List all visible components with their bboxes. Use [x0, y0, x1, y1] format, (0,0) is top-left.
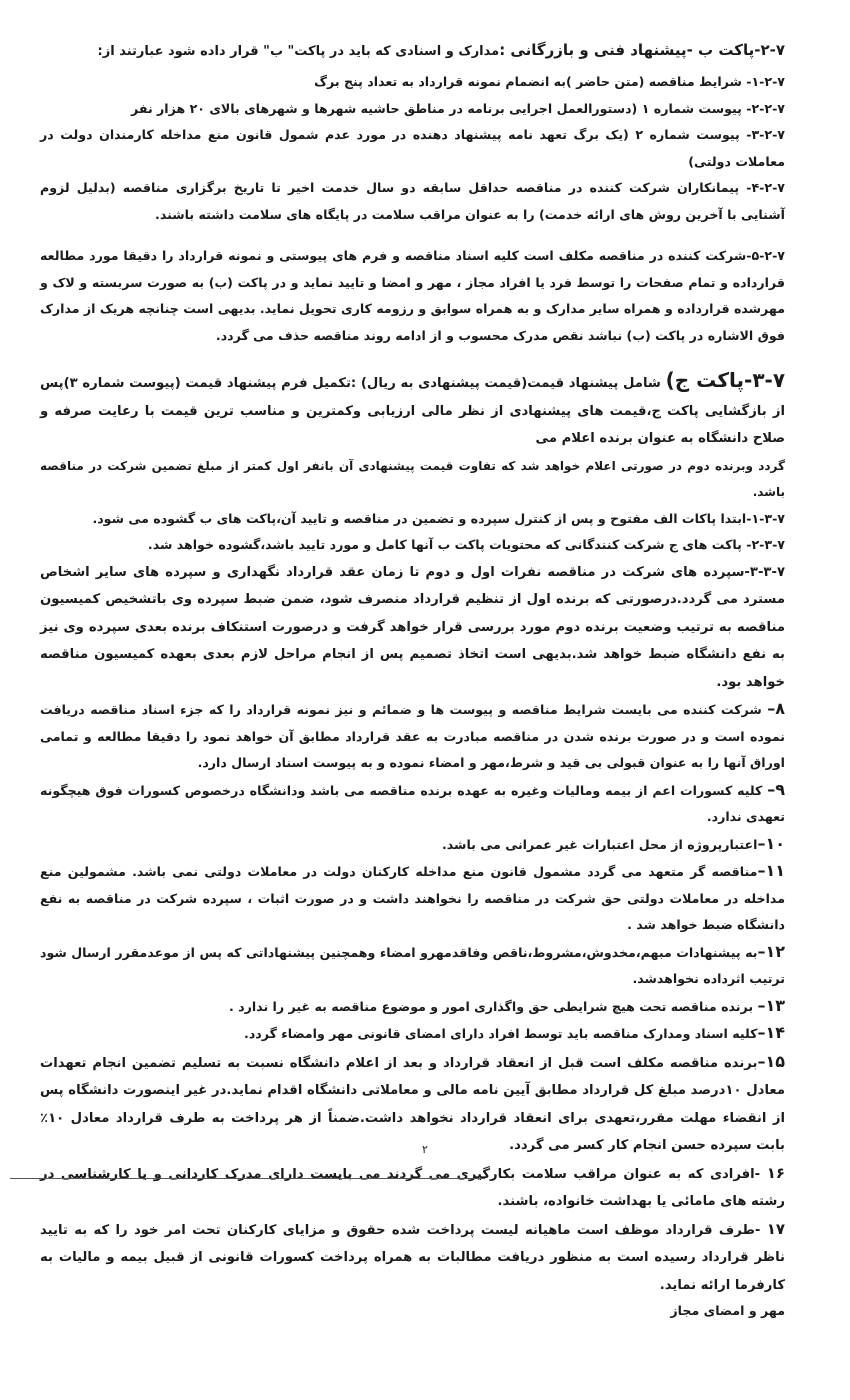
section-c-item-1: ۱-۳-۷-ابتدا پاکات الف مفتوح و پس از کنترل سپرده و تضمین در مناقصه و تایید آن،پاکت های ب گشوده می شود.	[92, 510, 785, 526]
clause-text: اعتبارپروژه از محل اعتبارات غیر عمرانی می باشد.	[442, 836, 758, 852]
clause-number: ۱۳–	[757, 995, 785, 1015]
clause-text: کلیه اسناد ومدارک مناقصه باید توسط افراد دارای امضای قانونی مهر وامضاء گردد.	[244, 1026, 758, 1041]
section-b-item-4: ۴-۲-۷- پیمانکاران شرکت کننده در مناقصه حداقل سابقه دو سال خدمت اخیر تا تاریخ برگزاری مناقصه (بدلیل لزوم آشنایی با آخرین روش های ارائه خدمت) را به عنوان مراقب سلامت در پایگاه های سلامت داشته باشند.	[40, 180, 785, 222]
section-c-title: ۳-۷-پاکت ج)	[665, 368, 786, 392]
footer-divider	[10, 1178, 485, 1179]
section-c-heading	[40, 367, 785, 453]
clause-text: برنده مناقصه مکلف است قبل از انعقاد قرارداد و بعد از اعلام دانشگاه نسبت به تسلیم تضمین انجام تعهدات معادل ۱۰درصد مبلغ کل قرارداد مطابق آیین نامه مالی و معاملاتی دانشگاه اقدام نماید.در غیر اینصورت دانشگاه پس از انقضاء مهلت مقرر،تعهدی برای انعقاد قرارداد نخواهد داشت.ضمناً از هر پرداخت به طرف قرارداد معادل ۱۰٪ بابت سپرده حسن انجام کار کسر می گردد.	[40, 1055, 785, 1153]
clause-text: برنده مناقصه تحت هیچ شرایطی حق واگذاری امور و موضوع مناقصه به غیر را ندارد .	[228, 998, 758, 1014]
section-b-heading	[40, 38, 785, 64]
section-b-item-3: ۳-۲-۷- پیوست شماره ۲ (یک برگ تعهد نامه پیشنهاد دهنده در مورد عدم شمول قانون منع مداخله کارمندان دولت در معاملات دولتی)	[40, 127, 785, 169]
signature-label: مهر و امضای مجاز	[670, 1303, 785, 1318]
clause-text: کلیه کسورات اعم از بیمه ومالیات وغیره به عهده برنده مناقصه می باشد ودانشگاه درخصوص کسورات فوق هیچگونه تعهدی ندارد.	[40, 782, 785, 824]
document-page	[40, 38, 785, 1318]
section-c-intro-tail: گردد وبرنده دوم در صورتی اعلام خواهد شد که تفاوت قیمت پیشنهادی آن بانفر اول کمتر از مبلغ تضمین شرکت در مناقصه باشد.	[40, 458, 785, 499]
clause-17	[40, 1216, 785, 1300]
clause-number: ۹–	[767, 779, 785, 799]
clause-text: شرکت کننده می بایست شرایط مناقصه و پیوست ها و ضمائم و نیز نمونه قرارداد را که جزء اسناد مناقصه دریافت نموده است و در صورت برنده شدن در مناقصه مبادرت به عقد قرارداد مطابق آن خواهد نمود را دقیقا مطالعه و تمامی اوراق آنها را به عنوان قبولی بی قید و شرط،مهر و امضاء نموده و به پیوست اسناد ارسال دارد.	[40, 702, 785, 770]
clause-number: ۱۲–	[757, 941, 785, 961]
clause-text: به پیشنهادات مبهم،مخدوش،مشروط،ناقص وفاقدمهرو امضاء وهمچنین پیشنهاداتی که پس از موعدمقرر ارسال شود ترتیب اثرداده نخواهدشد.	[40, 944, 785, 986]
clause-8	[40, 696, 785, 777]
section-c-intro: شامل پیشنهاد قیمت(قیمت پیشنهادی به ریال) :تکمیل فرم پیشنهاد قیمت (پیوست شماره ۳)پس از بازگشایی پاکت ج،قیمت های پیشنهادی از نظر مالی ارزیابی وکمترین و مناسب ترین قیمت با رعایت صرفه و صلاح دانشگاه به عنوان برنده اعلام می	[40, 376, 785, 446]
clause-9	[40, 777, 785, 831]
section-c-item-3: ۳-۳-۷-سپرده های شرکت در مناقصه نفرات اول و دوم تا زمان عقد قرارداد نگهداری و سپرده های سایر اشخاص مسترد می گردد.درصورتی که برنده اول از تنظیم قرارداد منصرف شود، ضمن ضبط سپرده وی باتشخیص کمیسیون مناقصه به ترتیب وضعیت برنده دوم مورد بررسی قرار خواهد گرفت و درصورت استنکاف برنده بعدی سپرده وی نیز به نفع دانشگاه ضبط خواهد شد.بدیهی است اتخاذ تصمیم پس از انجام مراحل لازم بعدی بعهده کمیسیون مناقصه خواهد بود.	[40, 564, 785, 690]
clause-13	[40, 993, 785, 1021]
clause-text: -افرادی که به عنوان مراقب سلامت بکارگیری می گردند می بایست دارای مدرک کاردانی و یا کارشناسی در رشته های مامائی یا بهداشت خانواده، باشند.	[40, 1166, 785, 1209]
clause-number: ۱۱–	[757, 861, 785, 880]
clause-text: مناقصه گر متعهد می گردد مشمول قانون منع مداخله کارکنان دولت در معاملات دولتی نمی باشد. مشمولین منع مداخله در معاملات دولتی حق شرکت در مناقصه را نخواهند داشت و در صورت اثبات ، سپرده شرکت در مناقصه به نفع دانشگاه ضبط خواهد شد .	[40, 864, 785, 932]
section-c-item-2: ۲-۳-۷- پاکت های ج شرکت کنندگانی که محتویات پاکت ب آنها کامل و مورد تایید باشد،گشوده خواهد شد.	[147, 537, 785, 552]
page-number: ۲	[422, 1143, 428, 1156]
section-b-item-5: ۵-۲-۷-شرکت کننده در مناقصه مکلف است کلیه اسناد مناقصه و فرم های پیوستی و نمونه قرارداد را دقیقا مورد مطالعه قرارداده و تمام صفحات را توسط فرد یا افراد مجاز ، مهر و امضا و تایید نماید و در پاکت (ب) به صورت سربسته و لاک و مهرشده قرارداده و همراه سایر مدارک و به همراه سوابق و رزومه کاری تحویل نماید. بدیهی است چنانچه هریک از مدارک فوق الاشاره در پاکت (ب) نباشد نقص مدرک محسوب و از ادامه روند مناقصه حذف می گردد.	[40, 248, 785, 343]
section-b-item-1: ۱-۲-۷- شرایط مناقصه (متن حاضر )به انضمام نمونه قرارداد به تعداد پنج برگ	[314, 74, 785, 89]
clause-text: -طرف قرارداد موظف است ماهیانه لیست پرداخت شده حقوق و مزایای کارکنان تحت امر خود را که به تایید ناظر قرارداد رسیده است به منظور دریافت مطالبات به همراه پرداخت کسورات قانونی از قبیل بیمه و مالیات به کارفرما ارائه نماید.	[40, 1222, 785, 1293]
clause-16	[40, 1160, 785, 1216]
clause-11	[40, 858, 785, 939]
section-b-title: ۲-۷-پاکت ب -پیشنهاد فنی و بازرگانی :	[499, 41, 785, 59]
clause-10	[40, 831, 785, 859]
clause-12	[40, 939, 785, 993]
section-b-item-2: ۲-۲-۷- پیوست شماره ۱ (دستورالعمل اجرایی برنامه در مناطق حاشیه شهرها و شهرهای بالای ۲۰ هزار نفر	[131, 100, 785, 116]
clause-number: ۱۶	[766, 1163, 785, 1182]
clause-number: ۱۴–	[757, 1023, 785, 1042]
clause-number: ۸–	[767, 699, 785, 718]
section-b-intro: مدارک و اسنادی که باید در پاکت" ب" قرار داده شود عبارتند از:	[97, 44, 500, 59]
clause-number: ۱۷	[766, 1219, 785, 1238]
clause-number: ۱۰–	[757, 833, 785, 853]
clause-14	[40, 1020, 785, 1048]
clause-number: ۱۵–	[757, 1051, 785, 1071]
